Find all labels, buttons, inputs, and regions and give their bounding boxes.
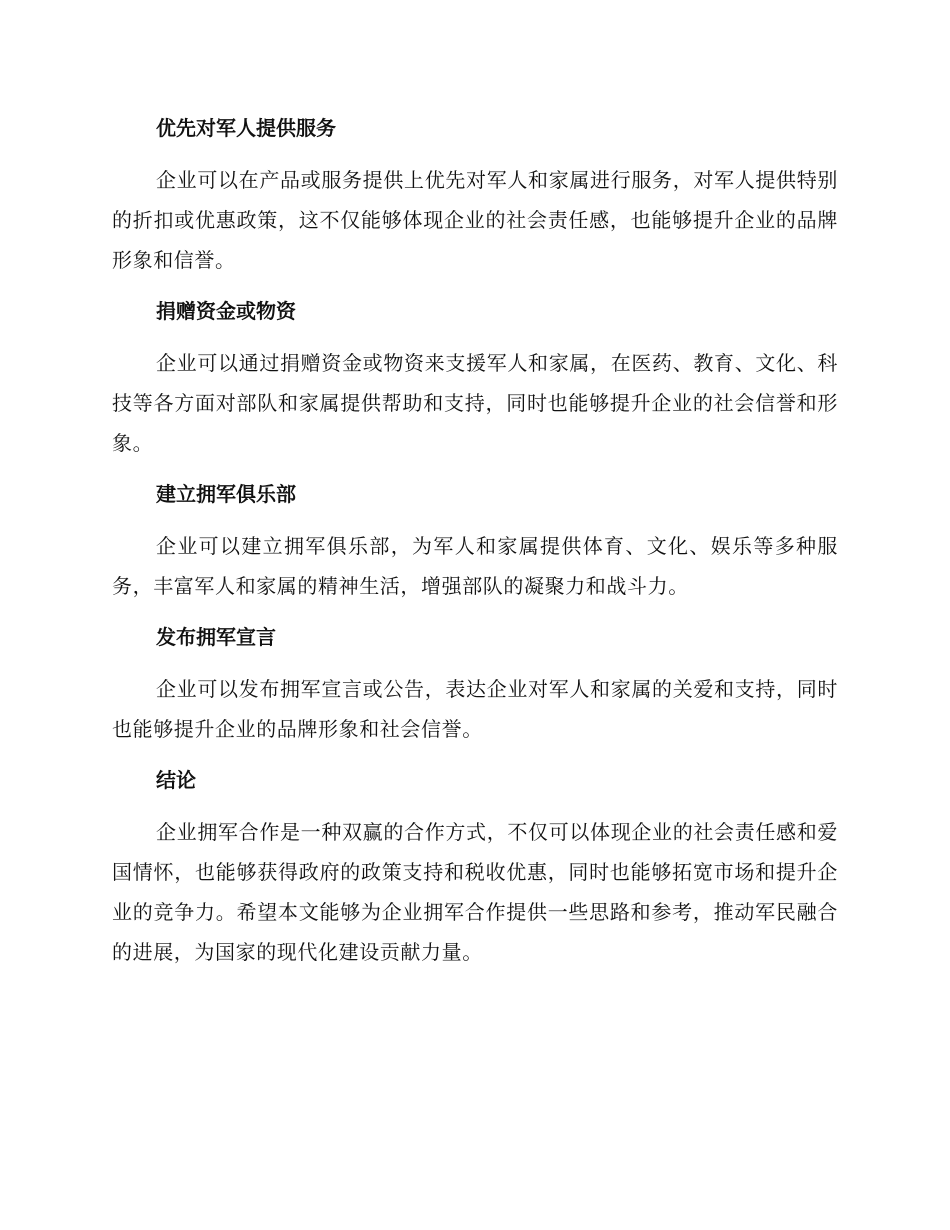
section-body-club: 企业可以建立拥军俱乐部，为军人和家属提供体育、文化、娱乐等多种服务，丰富军人和家属的精神生活，增强部队的凝聚力和战斗力。 bbox=[112, 534, 838, 598]
section-body-conclusion: 企业拥军合作是一种双赢的合作方式，不仅可以体现企业的社会责任感和爱国情怀，也能够获得政府的政策支持和税收优惠，同时也能够拓宽市场和提升企业的竞争力。希望本文能够为企业拥军合作提供一些思路和参考，推动军民融合的进展，为国家的现代化建设贡献力量。 bbox=[112, 820, 838, 964]
section-heading-conclusion: 结论 bbox=[156, 768, 196, 792]
section-body-declaration: 企业可以发布拥军宣言或公告，表达企业对军人和家属的关爱和支持，同时也能够提升企业的品牌形象和社会信誉。 bbox=[112, 677, 838, 741]
section-body-priority-service: 企业可以在产品或服务提供上优先对军人和家属进行服务，对军人提供特别的折扣或优惠政策，这不仅能够体现企业的社会责任感，也能够提升企业的品牌形象和信誉。 bbox=[112, 168, 838, 272]
section-heading-club: 建立拥军俱乐部 bbox=[156, 482, 296, 506]
section-heading-donation: 捐赠资金或物资 bbox=[156, 299, 296, 323]
section-body-donation: 企业可以通过捐赠资金或物资来支援军人和家属，在医药、教育、文化、科技等各方面对部队和家属提供帮助和支持，同时也能够提升企业的社会信誉和形象。 bbox=[112, 351, 838, 455]
section-heading-priority-service: 优先对军人提供服务 bbox=[156, 116, 336, 140]
section-heading-declaration: 发布拥军宣言 bbox=[156, 625, 276, 649]
